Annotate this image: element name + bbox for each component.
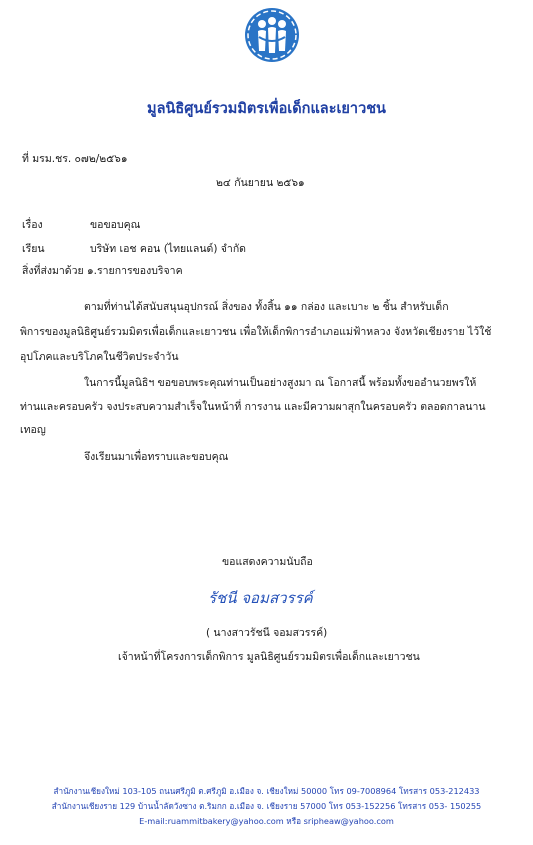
handwritten-signature — [208, 586, 313, 610]
closing-line: ขอแสดงความนับถือ — [222, 556, 313, 568]
recipient-label: เรียน — [22, 243, 45, 255]
footer-address-chiangmai: สำนักงานเชียงใหม่ 103-105 ถนนศรีภูมิ ต.ศรีภูมิ อ.เมือง จ. เชียงใหม่ 50000 โทร 09-7008964 โทรสาร 053-212433 — [53, 786, 480, 796]
paragraph2-line2: ท่านและครอบครัว จงประสบความสำเร็จในหน้าที่ การงาน และมีความผาสุกในครอบครัว ตลอดกาลนาน — [20, 401, 486, 413]
paragraph2-line1: ในการนี้มูลนิธิฯ ขอขอบพระคุณท่านเป็นอย่างสูงมา ณ โอกาสนี้ พร้อมทั้งขออำนวยพรให้ — [84, 377, 477, 389]
footer-email: E-mail:ruammitbakery@yahoo.com หรือ sripheaw@yahoo.com — [139, 816, 394, 826]
subject-text: ขอขอบคุณ — [90, 219, 141, 231]
recipient-text: บริษัท เอช คอน (ไทยแลนด์) จำกัด — [90, 243, 246, 255]
organization-name: มูลนิธิศูนย์รวมมิตรเพื่อเด็กและเยาวชน — [147, 101, 386, 117]
subject-label: เรื่อง — [22, 219, 43, 231]
paragraph3: จึงเรียนมาเพื่อทราบและขอบคุณ — [84, 451, 229, 463]
signer-name: ( นางสาวรัชนี จอมสวรรค์) — [206, 627, 328, 639]
signature-text: รัชนี จอมสวรรค์ — [208, 589, 313, 607]
paragraph1-line1: ตามที่ท่านได้สนับสนุนอุปกรณ์ สิ่งของ ทั้งสิ้น ๑๑ กล่อง และเบาะ ๒ ชิ้น สำหรับเด็ก — [84, 301, 449, 313]
foundation-logo-icon — [244, 7, 300, 63]
paragraph1-line3: อุปโภคและบริโภคในชีวิตประจำวัน — [20, 351, 179, 363]
letter-date: ๒๔ กันยายน ๒๕๖๑ — [216, 177, 305, 189]
attachment-line: สิ่งที่ส่งมาด้วย ๑.รายการของบริจาค — [22, 265, 183, 277]
paragraph1-line2: พิการของมูลนิธิศูนย์รวมมิตรเพื่อเด็กและเยาวชน เพื่อให้เด็กพิการอำเภอแม่ฟ้าหลวง จังหวัดเชียงราย ไว้ใช้ — [20, 326, 492, 338]
signer-title: เจ้าหน้าที่โครงการเด็กพิการ มูลนิธิศูนย์รวมมิตรเพื่อเด็กและเยาวชน — [118, 651, 420, 663]
footer-address-chiangrai: สำนักงานเชียงราย 129 บ้านน้ำลัดวังซาง ต.ริมกก อ.เมือง จ. เชียงราย 57000 โทร 053-152256 โทรสาร 053- 150255 — [51, 801, 482, 811]
paragraph2-line3: เทอญ — [20, 424, 46, 436]
reference-number: ที่ มรม.ชร. ๐๗๒/๒๕๖๑ — [22, 153, 128, 165]
